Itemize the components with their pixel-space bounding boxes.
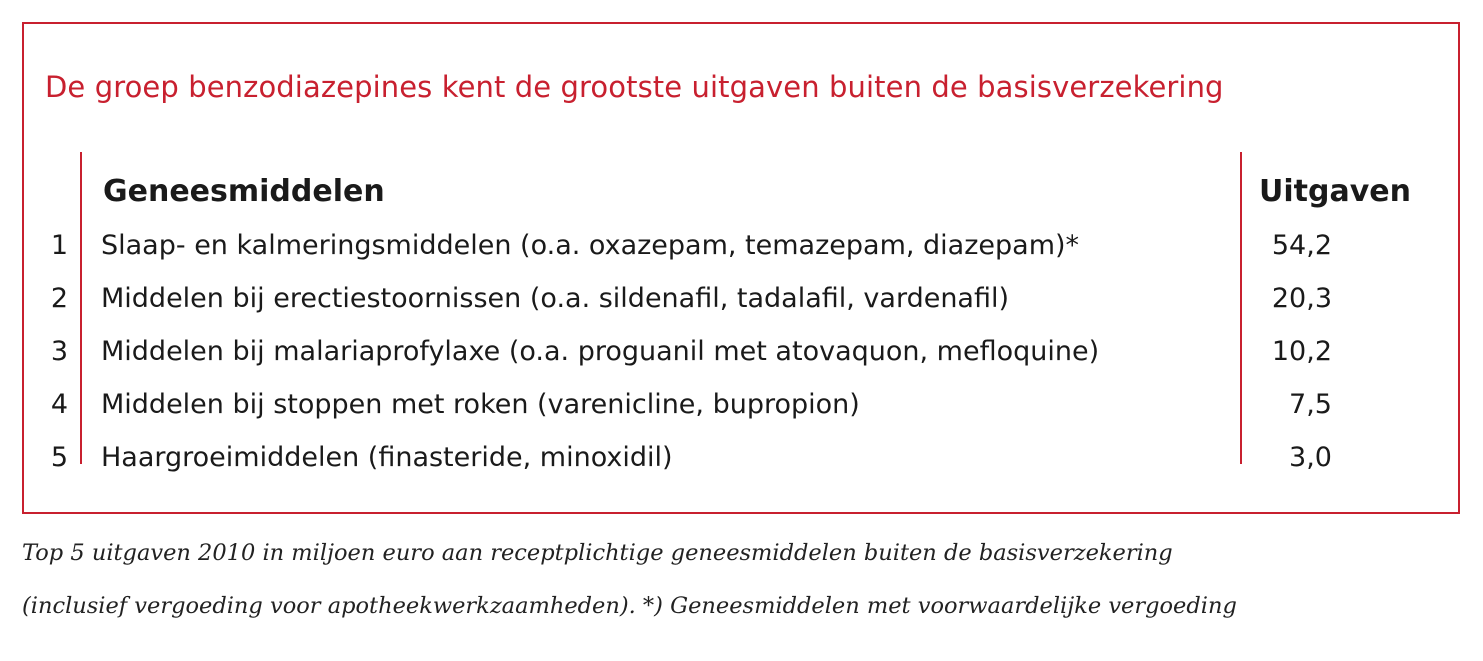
row-value: 10,2 <box>1271 336 1332 367</box>
row-name: Slaap- en kalmeringsmiddelen (o.a. oxazepam, temazepam, diazepam)* <box>101 230 1080 261</box>
row-rank: 5 <box>50 442 68 473</box>
row-value: 3,0 <box>1289 442 1332 473</box>
column-header-value: Uitgaven <box>1259 174 1411 209</box>
table-row <box>0 273 1483 325</box>
row-name: Middelen bij erectiestoornissen (o.a. sildenafil, tadalafil, vardenafil) <box>101 283 1010 314</box>
row-name: Middelen bij stoppen met roken (varenicline, bupropion) <box>101 389 860 420</box>
row-rank: 1 <box>50 230 68 261</box>
table-row <box>0 220 1483 272</box>
caption-line-1: Top 5 uitgaven 2010 in miljoen euro aan receptplichtige geneesmiddelen buiten de basisverzekering <box>22 540 1173 566</box>
table-row <box>0 326 1483 378</box>
row-name: Middelen bij malariaprofylaxe (o.a. proguanil met atovaquon, mefloquine) <box>101 336 1100 367</box>
row-value: 20,3 <box>1271 283 1332 314</box>
table-row <box>0 379 1483 431</box>
table-row <box>0 432 1483 484</box>
caption-line-2: (inclusief vergoeding voor apotheekwerkzaamheden). *) Geneesmiddelen met voorwaardelijke vergoeding <box>22 593 1237 619</box>
row-value: 7,5 <box>1289 389 1332 420</box>
column-header-name: Geneesmiddelen <box>103 174 385 209</box>
row-rank: 3 <box>50 336 68 367</box>
row-rank: 2 <box>50 283 68 314</box>
chart-title: De groep benzodiazepines kent de grootste uitgaven buiten de basisverzekering <box>45 70 1224 104</box>
row-name: Haargroeimiddelen (finasteride, minoxidil) <box>101 442 673 473</box>
row-value: 54,2 <box>1271 230 1332 261</box>
row-rank: 4 <box>50 389 68 420</box>
